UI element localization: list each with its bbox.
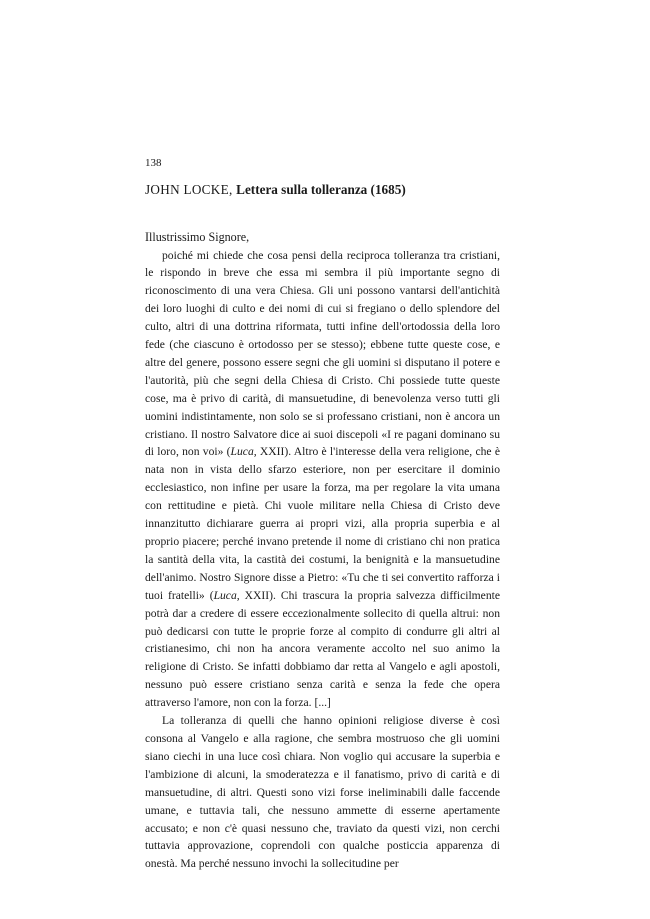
page-number: 138 [145,157,162,169]
work-title: Lettera sulla tolleranza (1685) [236,182,406,197]
book-page [145,157,500,873]
paragraph-1-text-c: XXII). Chi trascura la propria salvezza difficilmente potrà dar a credere di essere eccezionalmente sollecito di quella altrui: non può dedicarsi con tutte le proprie forze al compito di condurre gli altri al cristianesimo, chi non ha ancora veramente accolto nel suo animo la religione di Cristo. Se infatti dobbiamo dar retta al Vangelo e agli apostoli, nessuno può essere cristiano senza carità e senza la fede che opera attraverso l'amore, non con la forza. [...] [145,588,500,710]
paragraph-1 [145,247,500,713]
paragraph-2: La tolleranza di quelli che hanno opinioni religiose diverse è così consona al Vangelo e alla ragione, che sembra mostruoso che gli uomini siano ciechi in una luce così chiara. Non voglio qui accusare la superbia e l'ambizione di alcuni, la smoderatezza e il fanatismo, privo di carità e di mansuetudine, di altri. Questi sono vizi forse ineliminabili dalle faccende umane, e tuttavia tali, che nessuno ammette di esserne apertamente accusato; e non c'è quasi nessuno che, traviato da questi vizi, non cerchi tuttavia approvazione, coprendoli con qualche posticcia apparenza di onestà. Ma perché nessuno invochi la sollecitudine per [145,714,500,871]
letter-salutation: Illustrissimo Signore, [145,230,250,244]
citation-luca-1: Luca, [230,445,257,459]
author-name: JOHN LOCKE, [145,182,237,197]
chapter-header [145,182,500,198]
paragraph-1-text-b: XXII). Altro è l'interesse della vera religione, che è nata non in vista dello sfarzo esteriore, non per esercitare il dominio ecclesiastico, non infine per usare la forza, ma per regolare la vita umana con rettitudine e pietà. Chi vuole militare nella Chiesa di Cristo deve innanzitutto dichiarare guerra ai propri vizi, alla propria superbia e al proprio piacere; perché invano pretende il nome di cristiano chi non pratica la santità della vita, la castità dei costumi, la benignità e la mansuetudine dell'animo. Nostro Signore disse a Pietro: «Tu che ti sei convertito rafforza i tuoi fratelli» ( [145,445,500,602]
paragraph-1-text-a: poiché mi chiede che cosa pensi della reciproca tolleranza tra cristiani, le rispondo in breve che essa mi sembra il più importante segno di riconoscimento di una vera Chiesa. Gli uni possono vantarsi dell'antichità dei loro luoghi di culto e dei nomi di cui si fregiano o dello splendore del culto, altri di una dottrina riformata, tutti infine dell'ortodossia della loro fede (che ciascuno è ortodosso per se stesso); ebbene tutte queste cose, e altre del genere, possono essere segni che gli uomini si disputano il potere e l'autorità, più che segni della Chiesa di Cristo. Chi possiede tutte queste cose, ma è privo di carità, di mansuetudine, di benevolenza verso tutti gli uomini indistintamente, non solo se si professano cristiani, non è ancora un cristiano. Il nostro Salvatore dice ai suoi discepoli «I re pagani dominano su di loro, non voi» ( [145,248,500,459]
citation-luca-2: Luca, [213,588,240,602]
